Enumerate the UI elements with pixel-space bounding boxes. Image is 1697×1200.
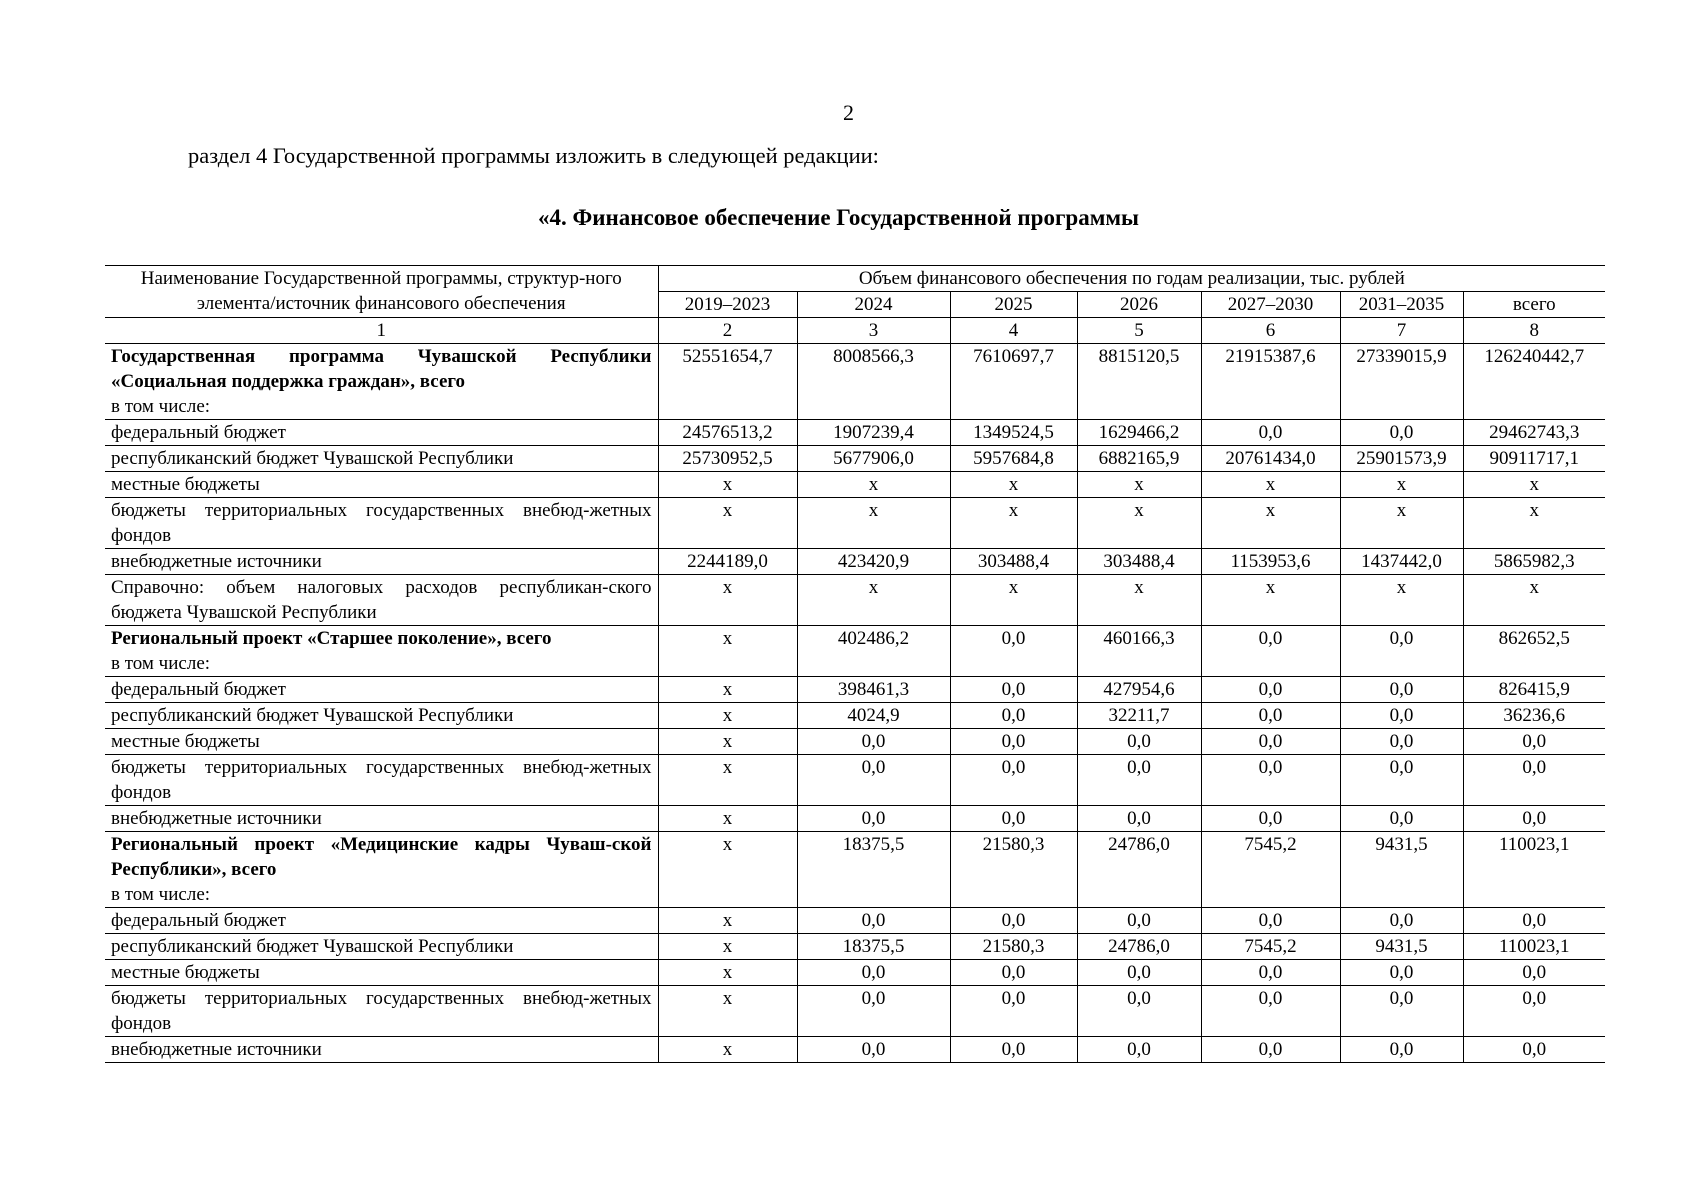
- value-cell: 4024,9: [797, 703, 950, 729]
- value-cell: x: [1340, 472, 1463, 498]
- value-cell: x: [1077, 575, 1201, 626]
- row-name: [105, 703, 658, 729]
- value-cell: x: [797, 472, 950, 498]
- value-cell: 9431,5: [1340, 934, 1463, 960]
- value-cell: 303488,4: [950, 549, 1077, 575]
- year-header: 2027–2030: [1201, 292, 1340, 318]
- table-row: [105, 344, 1605, 420]
- table-row: [105, 729, 1605, 755]
- row-name: [105, 832, 658, 908]
- value-cell: 21915387,6: [1201, 344, 1340, 420]
- value-cell: 0,0: [1340, 420, 1463, 446]
- row-name: [105, 446, 658, 472]
- value-cell: 0,0: [1201, 986, 1340, 1037]
- value-cell: x: [1077, 472, 1201, 498]
- value-cell: 0,0: [1201, 420, 1340, 446]
- table-row: [105, 420, 1605, 446]
- row-name: [105, 575, 658, 626]
- value-cell: 9431,5: [1340, 832, 1463, 908]
- row-name-text: местные бюджеты: [111, 962, 260, 983]
- row-name-text: республиканский бюджет Чувашской Республики: [111, 705, 514, 726]
- row-name-text: внебюджетные источники: [111, 808, 322, 829]
- column-number: 8: [1463, 318, 1605, 344]
- value-cell: 0,0: [1463, 729, 1605, 755]
- year-header: всего: [1463, 292, 1605, 318]
- value-cell: 0,0: [1201, 703, 1340, 729]
- value-cell: 0,0: [1340, 806, 1463, 832]
- value-cell: 0,0: [950, 1037, 1077, 1063]
- value-cell: 25901573,9: [1340, 446, 1463, 472]
- row-name-text: внебюджетные источники: [111, 1039, 322, 1060]
- value-cell: 110023,1: [1463, 934, 1605, 960]
- value-cell: 5677906,0: [797, 446, 950, 472]
- value-cell: 0,0: [797, 986, 950, 1037]
- row-name: [105, 420, 658, 446]
- value-cell: 0,0: [1077, 960, 1201, 986]
- year-header: 2026: [1077, 292, 1201, 318]
- value-cell: 0,0: [1077, 806, 1201, 832]
- value-cell: 0,0: [1340, 960, 1463, 986]
- row-name-text: бюджеты территориальных государственных внебюд-жетных фондов: [111, 988, 652, 1034]
- value-cell: 0,0: [1340, 1037, 1463, 1063]
- table-row: [105, 677, 1605, 703]
- value-cell: 0,0: [1340, 677, 1463, 703]
- value-cell: 5865982,3: [1463, 549, 1605, 575]
- value-cell: 24576513,2: [658, 420, 797, 446]
- value-cell: x: [1201, 575, 1340, 626]
- value-cell: 0,0: [797, 1037, 950, 1063]
- value-cell: 0,0: [1077, 1037, 1201, 1063]
- table-row: [105, 498, 1605, 549]
- value-cell: x: [658, 986, 797, 1037]
- value-cell: 0,0: [1201, 755, 1340, 806]
- row-name: [105, 986, 658, 1037]
- value-cell: 402486,2: [797, 626, 950, 677]
- value-cell: 21580,3: [950, 934, 1077, 960]
- value-cell: 0,0: [1340, 755, 1463, 806]
- value-cell: 27339015,9: [1340, 344, 1463, 420]
- table-row: [105, 806, 1605, 832]
- value-cell: 0,0: [1201, 626, 1340, 677]
- value-cell: 20761434,0: [1201, 446, 1340, 472]
- table-body: [105, 344, 1605, 1063]
- value-cell: 1153953,6: [1201, 549, 1340, 575]
- value-cell: x: [1340, 498, 1463, 549]
- value-cell: 0,0: [1463, 960, 1605, 986]
- value-cell: 0,0: [950, 806, 1077, 832]
- value-cell: 0,0: [950, 755, 1077, 806]
- value-cell: 0,0: [797, 960, 950, 986]
- row-name: [105, 934, 658, 960]
- column-number: 3: [797, 318, 950, 344]
- value-cell: 423420,9: [797, 549, 950, 575]
- value-cell: x: [658, 908, 797, 934]
- table-row: [105, 575, 1605, 626]
- value-cell: 0,0: [1201, 960, 1340, 986]
- column-numbers-row: [105, 318, 1605, 344]
- value-cell: 90911717,1: [1463, 446, 1605, 472]
- value-cell: 36236,6: [1463, 703, 1605, 729]
- row-name-text: Региональный проект «Медицинские кадры Чуваш-ской Республики», всего: [111, 834, 652, 880]
- intro-text: раздел 4 Государственной программы изложить в следующей редакции:: [188, 143, 879, 168]
- table-row: [105, 1037, 1605, 1063]
- value-cell: x: [658, 575, 797, 626]
- value-cell: 1437442,0: [1340, 549, 1463, 575]
- value-cell: 2244189,0: [658, 549, 797, 575]
- value-cell: 0,0: [1340, 908, 1463, 934]
- table-row: [105, 908, 1605, 934]
- row-name: [105, 806, 658, 832]
- value-cell: 0,0: [1340, 986, 1463, 1037]
- table-row: [105, 626, 1605, 677]
- row-name-text: Государственная программа Чувашской Республики «Социальная поддержка граждан», всего: [111, 346, 652, 392]
- value-cell: 0,0: [950, 960, 1077, 986]
- value-cell: x: [950, 472, 1077, 498]
- value-cell: 18375,5: [797, 832, 950, 908]
- row-name: [105, 472, 658, 498]
- value-cell: 0,0: [797, 908, 950, 934]
- value-cell: x: [658, 832, 797, 908]
- row-name-text: Справочно: объем налоговых расходов республикан-ского бюджета Чувашской Республики: [111, 577, 652, 623]
- value-cell: 0,0: [1201, 677, 1340, 703]
- row-name-text: республиканский бюджет Чувашской Республики: [111, 936, 514, 957]
- value-cell: 0,0: [950, 677, 1077, 703]
- value-cell: 32211,7: [1077, 703, 1201, 729]
- value-cell: x: [1201, 498, 1340, 549]
- row-name: [105, 755, 658, 806]
- row-name: [105, 960, 658, 986]
- value-cell: x: [658, 677, 797, 703]
- table-row: [105, 960, 1605, 986]
- value-cell: x: [1201, 472, 1340, 498]
- row-name-text: федеральный бюджет: [111, 910, 286, 931]
- row-name-text: республиканский бюджет Чувашской Республики: [111, 448, 514, 469]
- value-cell: 5957684,8: [950, 446, 1077, 472]
- row-name: [105, 626, 658, 677]
- page-number: 2: [843, 100, 854, 125]
- row-name-text: местные бюджеты: [111, 731, 260, 752]
- row-name: [105, 344, 658, 420]
- value-cell: 0,0: [950, 626, 1077, 677]
- table-row: [105, 832, 1605, 908]
- value-cell: 0,0: [1340, 729, 1463, 755]
- value-cell: x: [658, 626, 797, 677]
- row-name-text: федеральный бюджет: [111, 679, 286, 700]
- value-cell: 0,0: [950, 908, 1077, 934]
- financing-table: [105, 265, 1605, 1063]
- value-cell: 0,0: [797, 755, 950, 806]
- section-title: «4. Финансовое обеспечение Государственной программы: [538, 205, 1139, 230]
- row-name: [105, 498, 658, 549]
- value-cell: 0,0: [1463, 986, 1605, 1037]
- row-subtext: в том числе:: [111, 884, 211, 905]
- header-volume: Объем финансового обеспечения по годам реализации, тыс. рублей: [658, 266, 1605, 292]
- value-cell: 0,0: [1340, 703, 1463, 729]
- table-row: [105, 934, 1605, 960]
- value-cell: x: [658, 755, 797, 806]
- value-cell: 0,0: [1201, 729, 1340, 755]
- value-cell: 0,0: [1201, 908, 1340, 934]
- value-cell: 0,0: [950, 729, 1077, 755]
- year-header: 2031–2035: [1340, 292, 1463, 318]
- value-cell: 21580,3: [950, 832, 1077, 908]
- value-cell: x: [658, 498, 797, 549]
- value-cell: 8815120,5: [1077, 344, 1201, 420]
- row-name-text: Региональный проект «Старшее поколение», всего: [111, 628, 552, 649]
- value-cell: 0,0: [1201, 806, 1340, 832]
- column-number: 5: [1077, 318, 1201, 344]
- value-cell: 0,0: [1077, 755, 1201, 806]
- table-row: [105, 446, 1605, 472]
- value-cell: 0,0: [1463, 806, 1605, 832]
- value-cell: x: [658, 472, 797, 498]
- value-cell: 52551654,7: [658, 344, 797, 420]
- table-row: [105, 703, 1605, 729]
- value-cell: x: [1463, 575, 1605, 626]
- value-cell: x: [658, 1037, 797, 1063]
- value-cell: x: [950, 575, 1077, 626]
- table-row: [105, 986, 1605, 1037]
- value-cell: 1349524,5: [950, 420, 1077, 446]
- value-cell: 398461,3: [797, 677, 950, 703]
- row-name-text: внебюджетные источники: [111, 551, 322, 572]
- value-cell: x: [1340, 575, 1463, 626]
- value-cell: 0,0: [797, 729, 950, 755]
- row-name-text: бюджеты территориальных государственных внебюд-жетных фондов: [111, 757, 652, 803]
- value-cell: 0,0: [950, 986, 1077, 1037]
- value-cell: 427954,6: [1077, 677, 1201, 703]
- column-number: 1: [105, 318, 658, 344]
- value-cell: 0,0: [1077, 729, 1201, 755]
- column-number: 6: [1201, 318, 1340, 344]
- year-header: 2024: [797, 292, 950, 318]
- row-name: [105, 549, 658, 575]
- value-cell: 826415,9: [1463, 677, 1605, 703]
- value-cell: x: [797, 498, 950, 549]
- column-number: 4: [950, 318, 1077, 344]
- year-header: 2025: [950, 292, 1077, 318]
- value-cell: x: [950, 498, 1077, 549]
- value-cell: 0,0: [1463, 908, 1605, 934]
- value-cell: 24786,0: [1077, 832, 1201, 908]
- value-cell: x: [658, 806, 797, 832]
- value-cell: 1629466,2: [1077, 420, 1201, 446]
- row-subtext: в том числе:: [111, 653, 211, 674]
- value-cell: 29462743,3: [1463, 420, 1605, 446]
- value-cell: 0,0: [1463, 755, 1605, 806]
- value-cell: 7545,2: [1201, 934, 1340, 960]
- table-row: [105, 472, 1605, 498]
- value-cell: 0,0: [950, 703, 1077, 729]
- value-cell: 6882165,9: [1077, 446, 1201, 472]
- value-cell: 18375,5: [797, 934, 950, 960]
- column-number: 7: [1340, 318, 1463, 344]
- value-cell: x: [658, 703, 797, 729]
- row-subtext: в том числе:: [111, 396, 211, 417]
- header-name: Наименование Государственной программы, структур-ного элемента/источник финансового обеспечения: [105, 266, 658, 318]
- value-cell: x: [797, 575, 950, 626]
- value-cell: 0,0: [1463, 1037, 1605, 1063]
- row-name-text: бюджеты территориальных государственных внебюд-жетных фондов: [111, 500, 652, 546]
- row-name-text: местные бюджеты: [111, 474, 260, 495]
- value-cell: x: [1463, 472, 1605, 498]
- value-cell: 7545,2: [1201, 832, 1340, 908]
- value-cell: 0,0: [1077, 908, 1201, 934]
- value-cell: x: [658, 960, 797, 986]
- value-cell: 0,0: [1340, 626, 1463, 677]
- value-cell: 460166,3: [1077, 626, 1201, 677]
- table-row: [105, 549, 1605, 575]
- value-cell: 7610697,7: [950, 344, 1077, 420]
- table-row: [105, 755, 1605, 806]
- value-cell: 110023,1: [1463, 832, 1605, 908]
- value-cell: 0,0: [1077, 986, 1201, 1037]
- row-name: [105, 1037, 658, 1063]
- value-cell: 1907239,4: [797, 420, 950, 446]
- value-cell: x: [658, 729, 797, 755]
- column-number: 2: [658, 318, 797, 344]
- row-name-text: федеральный бюджет: [111, 422, 286, 443]
- value-cell: 126240442,7: [1463, 344, 1605, 420]
- value-cell: 8008566,3: [797, 344, 950, 420]
- value-cell: x: [1463, 498, 1605, 549]
- value-cell: x: [658, 934, 797, 960]
- value-cell: 303488,4: [1077, 549, 1201, 575]
- value-cell: 0,0: [797, 806, 950, 832]
- row-name: [105, 729, 658, 755]
- value-cell: x: [1077, 498, 1201, 549]
- year-header: 2019–2023: [658, 292, 797, 318]
- value-cell: 25730952,5: [658, 446, 797, 472]
- row-name: [105, 677, 658, 703]
- row-name: [105, 908, 658, 934]
- value-cell: 862652,5: [1463, 626, 1605, 677]
- value-cell: 24786,0: [1077, 934, 1201, 960]
- value-cell: 0,0: [1201, 1037, 1340, 1063]
